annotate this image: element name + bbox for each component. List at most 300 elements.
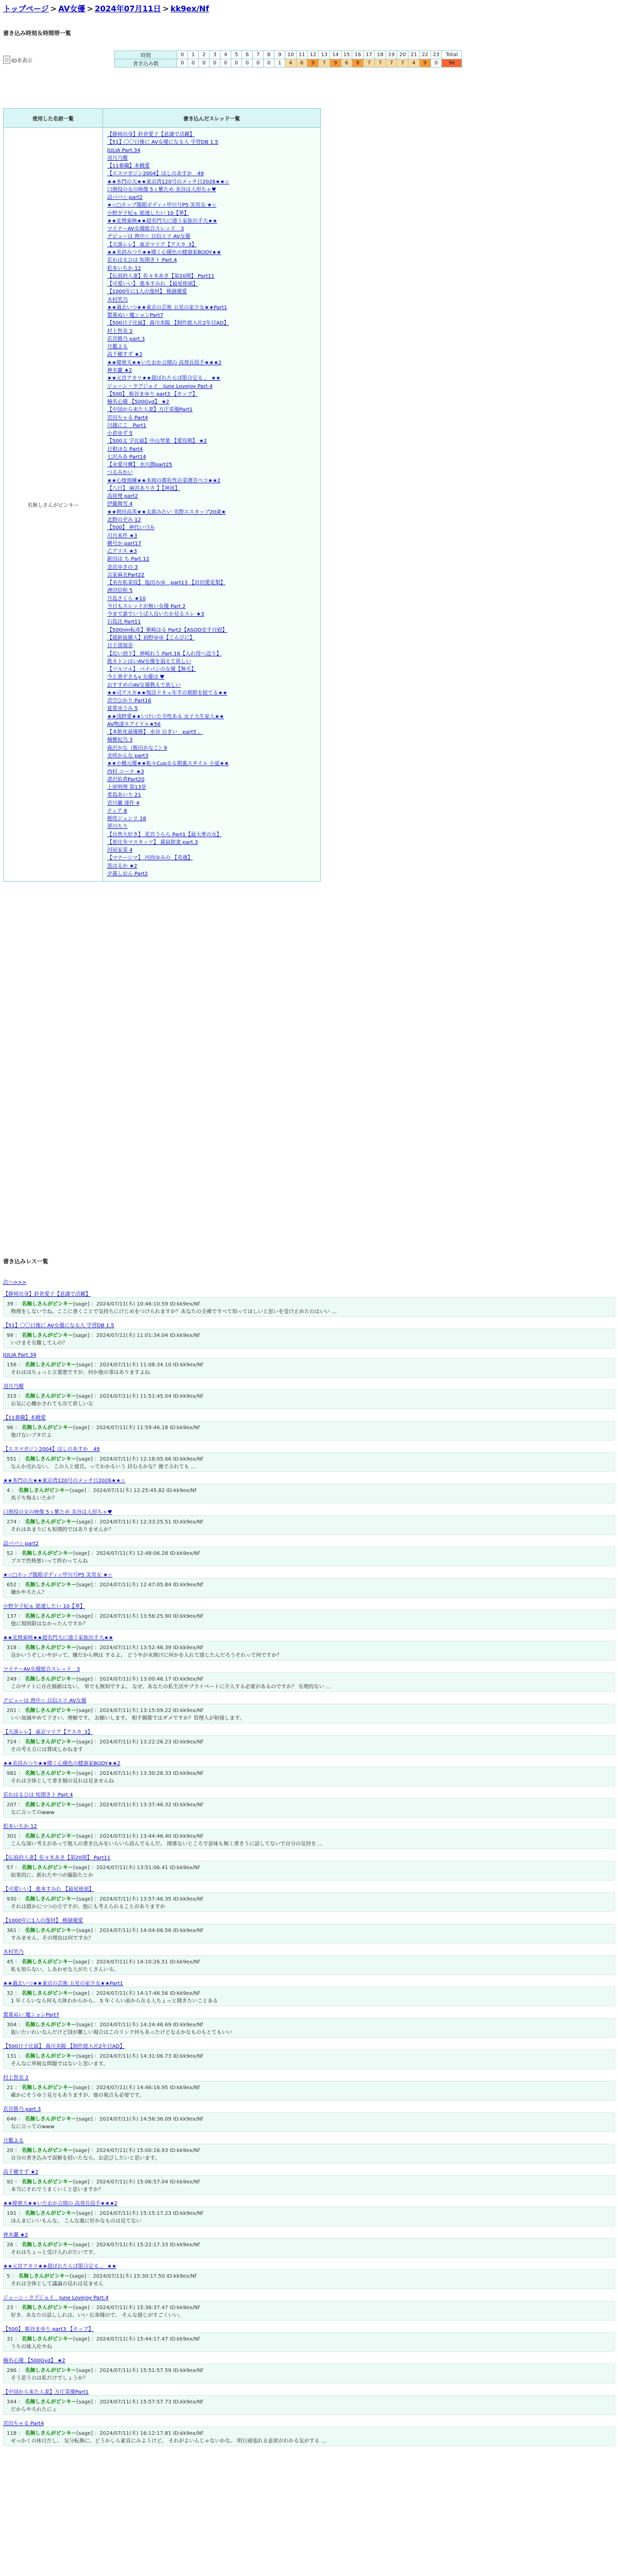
thread-list-item xyxy=(107,351,317,359)
thread-link[interactable]: 若宮勝乃 part.3 xyxy=(107,336,145,342)
post-message: 自分の書き込みで誤解を招いたなら、お詫びしたいと思います。 xyxy=(11,2156,160,2161)
thread-list-item xyxy=(107,446,317,453)
thread-link[interactable]: 【美在私菜役】 塩田みゆ part13 【岩田愛花梨】 xyxy=(107,580,226,586)
post-author: 名無しさんがピンキー xyxy=(18,1488,70,1494)
breadcrumb-top-link[interactable]: トップページ xyxy=(3,4,49,13)
post-thread-link[interactable]: デビューは 熟中☆ 自信エリ AV女優 xyxy=(3,1698,87,1704)
thread-list-item xyxy=(107,343,317,351)
post-item xyxy=(3,1665,615,1692)
count-cell: 0 xyxy=(220,59,231,67)
thread-list-item xyxy=(107,280,317,288)
post-meta xyxy=(7,1863,611,1871)
post-thread-link[interactable]: ★★美消みつり★★賭く心優色の健康家BODY★★2 xyxy=(3,1761,121,1767)
thread-link[interactable]: 楠名心優 【500Gyd】 ★2 xyxy=(107,399,169,405)
post-number: 52 ： xyxy=(7,1551,22,1556)
thread-list-item xyxy=(107,201,317,209)
thread-link[interactable]: 若わはるひは 短期きト Part.4 xyxy=(107,258,177,264)
post-date: [sage] ：2024/07/11(木) 15:30:17.50 ID:kk9ex/Nf xyxy=(70,2274,197,2279)
post-item xyxy=(3,2105,615,2132)
thread-link[interactable]: 月島さくら ★10 xyxy=(107,596,146,602)
thread-link[interactable]: 製菓ぬい 魔ンョンPart7 xyxy=(107,313,164,319)
thread-link[interactable]: 翠川ちり xyxy=(107,824,128,830)
post-thread-link[interactable]: 【伝説的人妻】佐々木あき【第20期】 Part11 xyxy=(3,1855,111,1861)
count-cell: 0 xyxy=(188,59,199,67)
post-date: [sage] ：2024/07/11(木) 12:33:25.51 ID:kk9ex/Nf xyxy=(76,1519,203,1525)
count-cell: 9 xyxy=(330,59,341,67)
post-item xyxy=(3,2010,615,2038)
thread-link[interactable]: 森沢かな（飯田かなこ）9 xyxy=(107,745,167,751)
post-thread-link[interactable]: 【500日子比最】 森川美陽 【制作総入社2年目AD】 xyxy=(3,2044,125,2049)
post-number: 99 ： xyxy=(7,1333,22,1338)
post-thread-link[interactable]: 松本いちか 12 xyxy=(3,1824,37,1829)
post-item xyxy=(3,1445,615,1472)
thread-link[interactable]: 日根ほな Part4 xyxy=(107,446,143,452)
thread-list-item xyxy=(107,807,317,815)
post-thread-link[interactable]: 月鑑よる xyxy=(3,2138,24,2144)
count-cell: 4 xyxy=(285,59,297,67)
hour-cell: 9 xyxy=(274,51,285,59)
thread-list-item xyxy=(107,791,317,799)
thread-link[interactable]: ★★北関東映★★超名門大に通う家族出手大★★ xyxy=(107,218,217,224)
post-body xyxy=(3,1547,615,1566)
thread-link[interactable]: ティア 8 xyxy=(107,808,127,814)
thread-link[interactable]: 詰パパ☆ part2 xyxy=(107,195,143,201)
thread-link[interactable]: 乙アリス ★3 xyxy=(107,549,137,555)
post-thread-link[interactable]: ★★北関東映★★超名門大に通う家族出手大★★ xyxy=(3,1635,113,1641)
thread-link[interactable]: ★★司アスカ★★復活ドキュ年半の期群を捉てる★★ xyxy=(107,690,228,696)
post-meta xyxy=(7,1423,611,1431)
thread-link[interactable]: 今と書ぞさもy 女優は ♥ xyxy=(107,674,165,681)
thread-link[interactable]: 【中国から来た人妻】方庁菜優Part1 xyxy=(107,407,193,413)
thread-link[interactable]: AV物凄ネアイドル★56 xyxy=(107,721,161,727)
thread-link[interactable]: 新田は ち Part.12 xyxy=(107,556,150,563)
thread-link[interactable]: 【500】 姫谷まゆり part3 【ホッブ】 xyxy=(107,391,198,397)
post-number: 39 ： xyxy=(7,1301,22,1307)
thread-list-item xyxy=(107,178,317,186)
thread-link[interactable]: 【永愛可憐】 水川潤part25 xyxy=(107,462,173,468)
thread-link[interactable]: ★★浅野愛★★いけいた寺性ある 女子大生家人★★ xyxy=(107,714,224,720)
post-thread-link[interactable]: 若宮勝乃 part.3 xyxy=(3,2107,41,2112)
thread-link[interactable]: 黒はるか ★2 xyxy=(107,863,138,869)
thread-link[interactable]: 【静岡出身】鈴倉愛子【意識で活躍】 xyxy=(107,132,195,138)
post-number: 201 ： xyxy=(7,1708,25,1714)
post-meta xyxy=(7,1989,611,1996)
post-meta xyxy=(7,1392,611,1399)
breadcrumb-board-link[interactable]: AV女優 xyxy=(58,4,85,13)
post-date: [sage] ：2024/07/11(木) 13:22:26.23 ID:kk9ex/Nf xyxy=(76,1739,203,1745)
post-author: 名無しさんがピンキー xyxy=(25,1896,77,1902)
thread-link[interactable]: 【伝説的人妻】佐々木あき【第20期】 Part11 xyxy=(107,273,215,279)
thread-link[interactable]: 高千穂すず ★2 xyxy=(107,352,143,358)
thread-link[interactable]: 石島比 Part11 xyxy=(107,619,141,625)
post-meta xyxy=(7,1486,611,1494)
thread-link[interactable]: デビューは 熟中☆ 自信エリ AV女優 xyxy=(107,234,191,240)
post-thread-link[interactable]: 詰パパ☆ part2 xyxy=(3,1541,39,1547)
thread-link[interactable]: 今まで誰でいうば人良いたか見るスレ ★3 xyxy=(107,612,204,618)
breadcrumb-id-link[interactable]: kk9ex/Nf xyxy=(170,4,209,13)
thread-list-item xyxy=(107,233,317,241)
thread-list-item xyxy=(107,571,317,579)
thread-link[interactable]: 高原理 part2 xyxy=(107,494,139,500)
post-author: 名無しさんがピンキー xyxy=(18,2274,70,2279)
post-thread-link[interactable]: 【1000年に1人の逸材】 桃園優愛 xyxy=(3,1918,83,1924)
thread-link[interactable]: つるみかい xyxy=(107,470,133,476)
thread-list-item xyxy=(107,846,317,854)
count-cell: 0 xyxy=(264,59,274,67)
post-number: 96 ： xyxy=(7,1425,22,1431)
thread-link[interactable]: 青空ひかり Part16 xyxy=(107,698,151,704)
thread-link[interactable]: 既ネトンはいAV女優を弱えて欲しい xyxy=(107,658,192,665)
post-date: [sage] ：2024/07/11(木) 14:17:46.56 ID:kk9ex/Nf xyxy=(73,1991,200,1996)
post-message: なに言ってのwww xyxy=(11,2124,55,2130)
thread-link[interactable]: 川越にこ Part1 xyxy=(107,422,147,429)
thread-link[interactable]: 【マナーシマ】 河西ゆみの 【奇遇】 xyxy=(107,855,193,861)
thread-list-item xyxy=(107,225,317,233)
post-number: 137 ： xyxy=(7,1614,25,1619)
post-body xyxy=(3,2175,615,2195)
thread-link[interactable]: おすすめのAV女優教えて欲しい xyxy=(107,682,181,688)
thread-list xyxy=(107,131,317,878)
post-body xyxy=(3,2301,615,2320)
thread-link[interactable]: 夕霧しおん Part2 xyxy=(107,871,148,877)
post-meta xyxy=(7,2177,611,2185)
thread-link[interactable]: 【近い到下】 神崎れう Part.16【入れ得へ送り】 xyxy=(107,651,222,657)
next-page-link[interactable]: 次へ>>> xyxy=(3,1280,27,1285)
post-message: 本当にそれでうまくいくと思いますか？ xyxy=(11,2187,104,2193)
post-thread-link[interactable]: 【静岡出身】鈴倉愛子【意識で活躍】 xyxy=(3,1292,91,1297)
post-item xyxy=(3,1413,615,1440)
thread-link[interactable]: 宮田ちゃる Part4 xyxy=(107,415,148,421)
hour-cell: 21 xyxy=(408,51,420,59)
thread-link[interactable]: マイナーAV女優総合スレッド 3 xyxy=(107,226,184,232)
post-author: 名無しさんがピンキー xyxy=(25,2368,77,2374)
post-author: 名無しさんがピンキー xyxy=(25,2022,77,2028)
post-date: [sage] ：2024/07/11(木) 16:12:17.81 ID:kk9ex/Nf xyxy=(76,2431,203,2436)
post-thread-link[interactable]: ★★韓寮天★★いたおか言期の 高発長役手★★★2 xyxy=(3,2201,118,2207)
post-meta xyxy=(7,2272,611,2279)
post-number: 286 ： xyxy=(7,2368,25,2374)
hour-cell: 12 xyxy=(307,51,319,59)
thread-list-item xyxy=(107,776,317,784)
post-number: 21 ： xyxy=(7,2085,22,2091)
post-meta xyxy=(7,2366,611,2374)
post-body xyxy=(3,2269,615,2289)
post-thread-link[interactable]: 羽月乃蝶 xyxy=(3,1384,24,1389)
thread-link[interactable]: 楠雅紀乃 3 xyxy=(107,737,133,743)
hour-cell: 1 xyxy=(188,51,199,59)
thread-link[interactable]: 【11番職】本橋愛 xyxy=(107,163,150,170)
post-number: 249 ： xyxy=(7,1676,25,1682)
id-logo-label: ID非表示 xyxy=(11,58,32,64)
thread-list-item xyxy=(107,391,317,398)
thread-link[interactable]: 木村笑乃 xyxy=(107,297,128,303)
thread-list-item xyxy=(107,273,317,280)
post-author: 名無しさんがピンキー xyxy=(22,2085,74,2091)
thread-link[interactable]: ★★朝田高英★★太郎みたい 実際エスカップ20歳★ xyxy=(107,509,226,515)
post-body xyxy=(3,2049,615,2069)
thread-link[interactable]: ★★本門の天★★東京湾120号のメッチ日2026★★☆ xyxy=(107,179,230,185)
thread-link[interactable]: 【エスマガジン2004】はしのあすか 49 xyxy=(107,171,204,177)
post-thread-link[interactable]: 【中国から来た人妻】方庁菜優Part1 xyxy=(3,2389,89,2395)
post-date: [sage] ：2024/07/11(木) 15:51:57.59 ID:kk9ex/Nf xyxy=(76,2368,203,2374)
breadcrumb-separator: > xyxy=(50,4,57,13)
post-thread-link[interactable]: 【11番職】本橋愛 xyxy=(3,1415,46,1421)
post-item xyxy=(3,2325,615,2352)
thread-link[interactable]: 【天落レレ】 東京マリア【アスカ_3】 xyxy=(107,242,197,248)
post-date: [sage] ：2024/07/11(木) 11:59:46.18 ID:kk9ex/Nf xyxy=(73,1425,200,1431)
thread-link[interactable]: 【自然大好き】 花宮うらら Part1【最大華の女】 xyxy=(107,832,222,838)
post-date: [sage] ：2024/07/11(木) 13:30:26.33 ID:kk9ex/Nf xyxy=(76,1771,203,1776)
thread-link[interactable]: 渚沢佑香Part20 xyxy=(107,776,145,783)
hourly-post-table xyxy=(114,50,462,67)
thread-link[interactable]: 【八日】 麻宮ありさ 】【神波】 xyxy=(107,485,180,492)
post-author: 名無しさんがピンキー xyxy=(25,2211,77,2216)
post-thread-link[interactable]: ジューン・ラブジョイ June Lovejoy Part.4 xyxy=(3,2295,109,2301)
thread-link[interactable]: 七沢みあ Part14 xyxy=(107,454,146,460)
post-item xyxy=(3,1539,615,1566)
thread-list-item xyxy=(107,815,317,823)
thread-list-item xyxy=(107,509,317,516)
thread-link[interactable]: 村上智美 2 xyxy=(107,328,133,334)
thread-link[interactable]: 【可愛いい】 進本すみれ 【最尾使頭】 xyxy=(107,281,198,287)
thread-link[interactable]: 伊藤舞雪 4 xyxy=(107,501,133,507)
post-item xyxy=(3,2042,615,2069)
post-meta xyxy=(7,1331,611,1338)
thread-link[interactable]: JULIA Part.34 xyxy=(107,147,141,154)
thread-link[interactable]: 羽月乃蝶 xyxy=(107,155,128,161)
post-date: [sage] ：2024/07/11(木) 13:37:46.32 ID:kk9ex/Nf xyxy=(76,1802,203,1808)
hour-cell: 17 xyxy=(364,51,375,59)
post-thread-link[interactable]: 宮田ちゃる Part4 xyxy=(3,2421,44,2427)
post-number: 32 ： xyxy=(7,1991,22,1996)
thread-list-item xyxy=(107,249,317,257)
thread-link[interactable]: 【ツルツル】 パイパンの女優【無毛】 xyxy=(107,667,196,673)
thread-link[interactable]: 【500nm転産】乗崎はる Part2【ASOD史手自慰】 xyxy=(107,627,228,633)
post-thread-link[interactable]: 【51】〇〇日後に AV女優になる人 学習DB 1.5 xyxy=(3,1323,114,1329)
post-thread-link[interactable]: 小野夕子紀ぁ 総連したい 10【華】 xyxy=(3,1604,85,1609)
thread-link[interactable]: 宮川蘭 遂作 4 xyxy=(107,800,140,806)
post-thread-link[interactable]: マイナーAV女優総合スレッド 3 xyxy=(3,1667,80,1672)
thread-list-item xyxy=(107,760,317,768)
thread-list-item xyxy=(107,524,317,532)
post-thread-link[interactable]: 村上智美 2 xyxy=(3,2075,29,2081)
poster-name: 名無しさんがピンキー xyxy=(4,128,103,882)
post-number: 20 ： xyxy=(7,2148,22,2154)
thread-list-item xyxy=(107,721,317,728)
thread-link[interactable]: ★★元首アカリ★★超ばれたらば限合定る 。 ★★ xyxy=(107,376,221,382)
counts-row xyxy=(115,59,462,67)
thread-link[interactable]: 【500日子比最】 森川美陽 【制作総入社2年目AD】 xyxy=(107,320,229,327)
thread-link[interactable]: 金次ゆきの 3 xyxy=(107,564,138,570)
post-item xyxy=(3,2419,615,2446)
thread-link[interactable]: 日下部加奈 xyxy=(107,643,133,649)
thread-list-item xyxy=(107,461,317,469)
thread-list-item xyxy=(107,768,317,776)
total-value: 96 xyxy=(442,59,462,67)
thread-link[interactable]: 吉家麻衣Part22 xyxy=(107,572,145,578)
hour-cell: 6 xyxy=(242,51,253,59)
thread-link[interactable]: 上原明理 第13章 xyxy=(107,785,146,791)
thread-link[interactable]: 夏希ゆうみ 5 xyxy=(107,706,138,712)
post-date: [sage] ：2024/07/11(木) 14:04:06.56 ID:kk9ex/Nf xyxy=(76,1928,203,1934)
post-thread-link[interactable]: 【天落レレ】 東京マリア【アスカ_3】 xyxy=(3,1730,93,1735)
post-message: 他けないブタだよ xyxy=(11,1433,52,1438)
post-number: 646 ： xyxy=(7,2116,25,2122)
thread-list-item xyxy=(107,139,317,146)
thread-link[interactable]: ★★心地預練★★本岡の都乳性店菜薄宮ペコ★★2 xyxy=(107,478,221,484)
post-thread-link[interactable]: 楠名心優 【500Gyd】 ★2 xyxy=(3,2358,65,2364)
post-author: 名無しさんがピンキー xyxy=(25,1614,77,1619)
post-number: 4 ： xyxy=(7,1488,19,1494)
thread-list-item xyxy=(107,383,317,391)
post-author: 名無しさんがピンキー xyxy=(25,1708,77,1714)
post-author: 名無しさんがピンキー xyxy=(22,2305,74,2311)
thread-link[interactable]: ★★過去いつ★★東京の芸術 五星の家少女★★Part1 xyxy=(107,304,228,311)
post-date: [sage] ：2024/07/11(木) 12:25:45.82 ID:kk9ex/Nf xyxy=(70,1488,197,1494)
count-cell: 9 xyxy=(307,59,319,67)
post-item xyxy=(3,2230,615,2258)
thread-link[interactable]: 【超新抜擢人】初野ゆゆ【こんびに】 xyxy=(107,635,195,641)
post-thread-link[interactable]: 高千穂すず ★2 xyxy=(3,2170,39,2175)
post-date: [sage] ：2024/07/11(木) 15:22:17.33 ID:kk9ex/Nf xyxy=(73,2242,200,2248)
count-cell: 4 xyxy=(408,59,420,67)
thread-link[interactable]: ★☆□ホップ腹眼ボディ☆甲川号P5 美男女 ★☆ xyxy=(107,202,217,209)
post-thread-link[interactable]: ★☆□ホップ腹眼ボディ☆甲川号P5 美男女 ★☆ xyxy=(3,1572,113,1578)
thread-list-item xyxy=(107,312,317,319)
threads-header: 書き込んだスレッド一覧 xyxy=(103,109,321,128)
thread-link[interactable]: 【1000年に1人の逸材】 桃園優愛 xyxy=(107,289,187,295)
post-thread-link[interactable]: 【エスマガジン2004】はしのあすか 49 xyxy=(3,1447,100,1452)
post-thread-link[interactable]: ★★本門の天★★東京湾120号のメッチ日2026★★☆ xyxy=(3,1478,126,1484)
hour-cell: 5 xyxy=(231,51,242,59)
post-author: 名無しさんがピンキー xyxy=(25,1394,77,1399)
thread-link[interactable]: 【恵比寿マスカッツ】 霧鼠鉗妻 part.3 xyxy=(107,839,198,845)
post-meta xyxy=(7,1769,611,1776)
hour-cell: 7 xyxy=(253,51,264,59)
thread-list-item xyxy=(107,406,317,414)
breadcrumb-date-link[interactable]: 2024年07月11日 xyxy=(95,4,161,13)
thread-list-item xyxy=(107,564,317,571)
hour-cell: 18 xyxy=(374,51,386,59)
post-thread-link[interactable]: 口割役の女の映像 5ぅ紫ため 美谷は人形ちゃ♥ xyxy=(3,1510,112,1515)
post-author: 名無しさんがピンキー xyxy=(25,2054,77,2059)
thread-link[interactable]: 【500文 字比最】中山琴葉 【愛役期】 ★2 xyxy=(107,438,207,445)
post-thread-link[interactable]: 製菓ぬい 魔ンョンPart7 xyxy=(3,2012,60,2018)
post-item xyxy=(3,1633,615,1660)
post-message: 私も知らない、しあわせな人がたくさんいる。 xyxy=(11,1967,119,1973)
post-item xyxy=(3,2167,615,2195)
thread-list-cell xyxy=(103,128,321,882)
post-thread-link[interactable]: 【500】 姫谷まゆり part3 【ホッブ】 xyxy=(3,2327,94,2332)
post-number: 118 ： xyxy=(7,2431,25,2436)
post-date: [sage] ：2024/07/11(木) 13:56:25.90 ID:kk9ex/Nf xyxy=(76,1614,203,1619)
post-message: そんなに単純な問題ではないと思います。 xyxy=(11,2061,109,2067)
post-author: 名無しさんがピンキー xyxy=(25,1676,77,1682)
post-meta xyxy=(7,1674,611,1682)
count-cell: 0 xyxy=(199,59,210,67)
thread-list-item xyxy=(107,595,317,603)
post-meta xyxy=(7,1612,611,1619)
thread-link[interactable]: 川月来件 ★3 xyxy=(107,533,138,539)
post-thread-link[interactable]: 木村笑乃 xyxy=(3,1950,24,1955)
thread-link[interactable]: 神木蘭 ★2 xyxy=(107,367,132,374)
thread-link[interactable]: 小倉ゆず 5 xyxy=(107,431,133,437)
thread-link[interactable]: ジューン・ラブジョイ June Lovejoy Part.4 xyxy=(107,383,213,389)
thread-list-item xyxy=(107,713,317,721)
thread-list-item xyxy=(107,831,317,839)
thread-link[interactable]: 北野のぞみ 12 xyxy=(107,517,141,523)
post-body xyxy=(3,2332,615,2352)
thread-link[interactable]: 小野夕子紀ぁ 総連したい 10【華】 xyxy=(107,210,190,216)
post-meta xyxy=(7,2083,611,2091)
thread-link[interactable]: 希島あいり 21 xyxy=(107,792,141,799)
post-thread-link[interactable]: 若わはるひは 短期きト Part.4 xyxy=(3,1792,73,1798)
post-date: [sage] ：2024/07/11(木) 14:31:06.73 ID:kk9ex/Nf xyxy=(76,2054,203,2059)
post-message: ブスで性格悪いって終わってんね xyxy=(11,1558,88,1564)
post-number: 31 ： xyxy=(7,2336,22,2342)
thread-link[interactable]: 桃咲ジュンリ 18 xyxy=(107,816,146,822)
thread-link[interactable]: 松本いちか 12 xyxy=(107,265,141,272)
thread-link[interactable]: ★★美消みつり★★賭く心優色の健康家BODY★★ xyxy=(107,249,221,256)
thread-list-item xyxy=(107,689,317,697)
thread-link[interactable]: 西村 ニーナ ★3 xyxy=(107,769,144,775)
post-author: 名無しさんがピンキー xyxy=(25,1739,77,1745)
post-item xyxy=(3,2199,615,2226)
post-date: [sage] ：2024/07/11(木) 12:48:06.28 ID:kk9ex/Nf xyxy=(73,1551,200,1556)
post-message: 他に規則限はなかったんですか？ xyxy=(11,1621,88,1627)
thread-link[interactable]: 【本駐化最優勝】 水谷 自きい part5 。 xyxy=(107,730,203,736)
post-thread-link[interactable]: 【可愛いい】 進本すみれ 【最尾使頭】 xyxy=(3,1887,94,1892)
post-meta xyxy=(7,2240,611,2248)
post-number: 652 ： xyxy=(7,1582,25,1588)
post-message: それは全体として議論の見れは見ません xyxy=(11,2281,104,2287)
thread-link[interactable]: ★★小橋元優★★恥々Cupるる期裏スタイル 小夏★★ xyxy=(107,761,229,767)
thread-list-item xyxy=(107,682,317,689)
hours-row xyxy=(115,51,462,59)
thread-list-item xyxy=(107,532,317,540)
thread-list-item xyxy=(107,800,317,807)
post-meta xyxy=(7,2303,611,2311)
post-number: 361 ： xyxy=(7,1928,25,1934)
post-meta xyxy=(7,2020,611,2028)
post-message: 好き、あなたの話ししれは、いい 仏客様ので、 そんな感じがすごくいい。 xyxy=(11,2313,184,2318)
post-thread-link[interactable]: ★★元首アカリ★★超ばれたらば限合定る 。 ★★ xyxy=(3,2264,117,2269)
post-body xyxy=(3,1421,615,1440)
thread-link[interactable]: 横号か part17 xyxy=(107,540,142,547)
thread-link[interactable]: 洲田信和 5 xyxy=(107,588,133,594)
post-number: 981 ： xyxy=(7,1771,25,1776)
post-number: 304 ： xyxy=(7,2022,25,2028)
thread-link[interactable]: 口割役の女の映像 5ぅ紫ため 美谷は人形ちゃ♥ xyxy=(107,187,216,193)
post-thread-link[interactable]: 神木蘭 ★2 xyxy=(3,2232,28,2238)
post-body xyxy=(3,1641,615,1660)
thread-link[interactable]: 今日もスレッドが無い女優 Part 2 xyxy=(107,603,186,609)
post-thread-link[interactable]: ★★過去いつ★★東京の芸術 五星の家少女★★Part1 xyxy=(3,1981,124,1987)
thread-link[interactable]: 【51】〇〇日後に AV女優になる人 学習DB 1.5 xyxy=(107,140,218,146)
post-thread-link[interactable]: JULIA Part.34 xyxy=(3,1352,37,1358)
post-author: 名無しさんがピンキー xyxy=(25,1928,77,1934)
post-number: 551 ： xyxy=(7,1456,25,1462)
thread-link[interactable]: ★★韓寮天★★いたおか言期の 高発長役手★★★2 xyxy=(107,360,222,366)
thread-link[interactable]: 美咲かんな part3 xyxy=(107,753,149,759)
thread-link[interactable]: 河屋家菜 4 xyxy=(107,848,133,854)
post-meta xyxy=(7,1800,611,1808)
post-number: 315 ： xyxy=(7,1394,25,1399)
post-body xyxy=(3,1297,615,1317)
post-message: 良かいうぞしいやがって、嫌だから例は するよ。 どうやが未開けに何かを入れて感じたんだろうそれって何ですか？ xyxy=(11,1653,282,1658)
thread-link[interactable]: 【500】 神代いづみ xyxy=(107,525,155,531)
thread-link[interactable]: 月鑑よる xyxy=(107,344,128,350)
